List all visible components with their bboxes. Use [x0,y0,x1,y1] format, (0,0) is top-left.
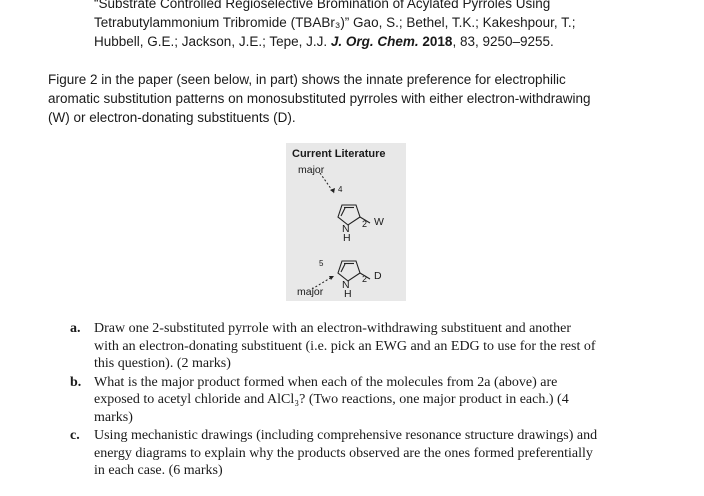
position-2-label-bottom: 2 [362,274,368,284]
question-line: this question). (2 marks) [94,356,231,371]
citation-authors: Hubbell, G.E.; Jackson, J.E.; Tepe, J.J. [94,34,331,49]
citation-journal: J. Org. Chem. [330,34,419,49]
citation-line-2: Tetrabutylammonium Tribromide (TBABr₃)” Gao, S.; Bethel, T.K.; Kakeshpour, T.; [94,15,576,30]
question-line: Draw one 2-substituted pyrrole with an electron-withdrawing substituent and another [94,321,572,336]
citation-volume-pages: , 83, 9250–9255. [452,34,554,49]
withdrawing-substituent-label: W [374,216,384,228]
question-line: Using mechanistic drawings (including comprehensive resonance structure drawings) and [94,428,598,443]
position-4-label: 4 [338,185,343,194]
nitrogen-label-bottom: N [342,279,350,291]
nitrogen-label-top: N [342,223,350,235]
figure-title: Current Literature [292,148,386,160]
question-line: What is the major product formed when each of the molecules from 2a (above) are [94,374,558,390]
position-5-label: 5 [319,259,324,268]
citation-line-3 [94,32,694,51]
intro-line-2: aromatic substitution patterns on monosubstituted pyrroles with either electron-withdrawing [48,91,591,106]
question-letter: c. [70,428,80,443]
major-label-top: major [298,164,325,176]
question-letter: a. [70,321,81,336]
intro-paragraph [48,70,688,127]
question-a [70,320,690,373]
hydrogen-label-bottom: H [344,288,352,300]
question-line: marks) [94,409,133,425]
question-line: with an electron-donating substituent (i.e. pick an EWG and an EDG to use for the rest of [94,338,596,354]
citation [94,0,694,51]
arrow-head-4 [330,188,335,193]
question-c [70,427,690,480]
intro-line-1: Figure 2 in the paper (seen below, in part) shows the innate preference for electrophilic [48,72,566,87]
question-b [70,374,690,427]
intro-line-3: (W) or electron-donating substituents (D). [48,110,296,125]
citation-line-1: “Substrate Controlled Regioselective Bromination of Acylated Pyrroles Using [94,0,551,11]
pyrrole-figure [286,143,406,301]
major-label-bottom: major [297,286,324,298]
donating-substituent-label: D [374,270,382,282]
question-list [70,320,690,481]
question-letter: b. [70,374,82,390]
citation-year: 2018 [422,34,453,49]
question-line: exposed to acetyl chloride and AlCl₃? (Two reactions, one major product in each.) (4 [94,392,569,407]
hydrogen-label-top: H [343,232,351,244]
question-line: in each case. (6 marks) [94,463,223,478]
position-2-label-top: 2 [362,219,368,229]
question-line: energy diagrams to explain why the products observed are the ones formed preferentially [94,445,593,461]
